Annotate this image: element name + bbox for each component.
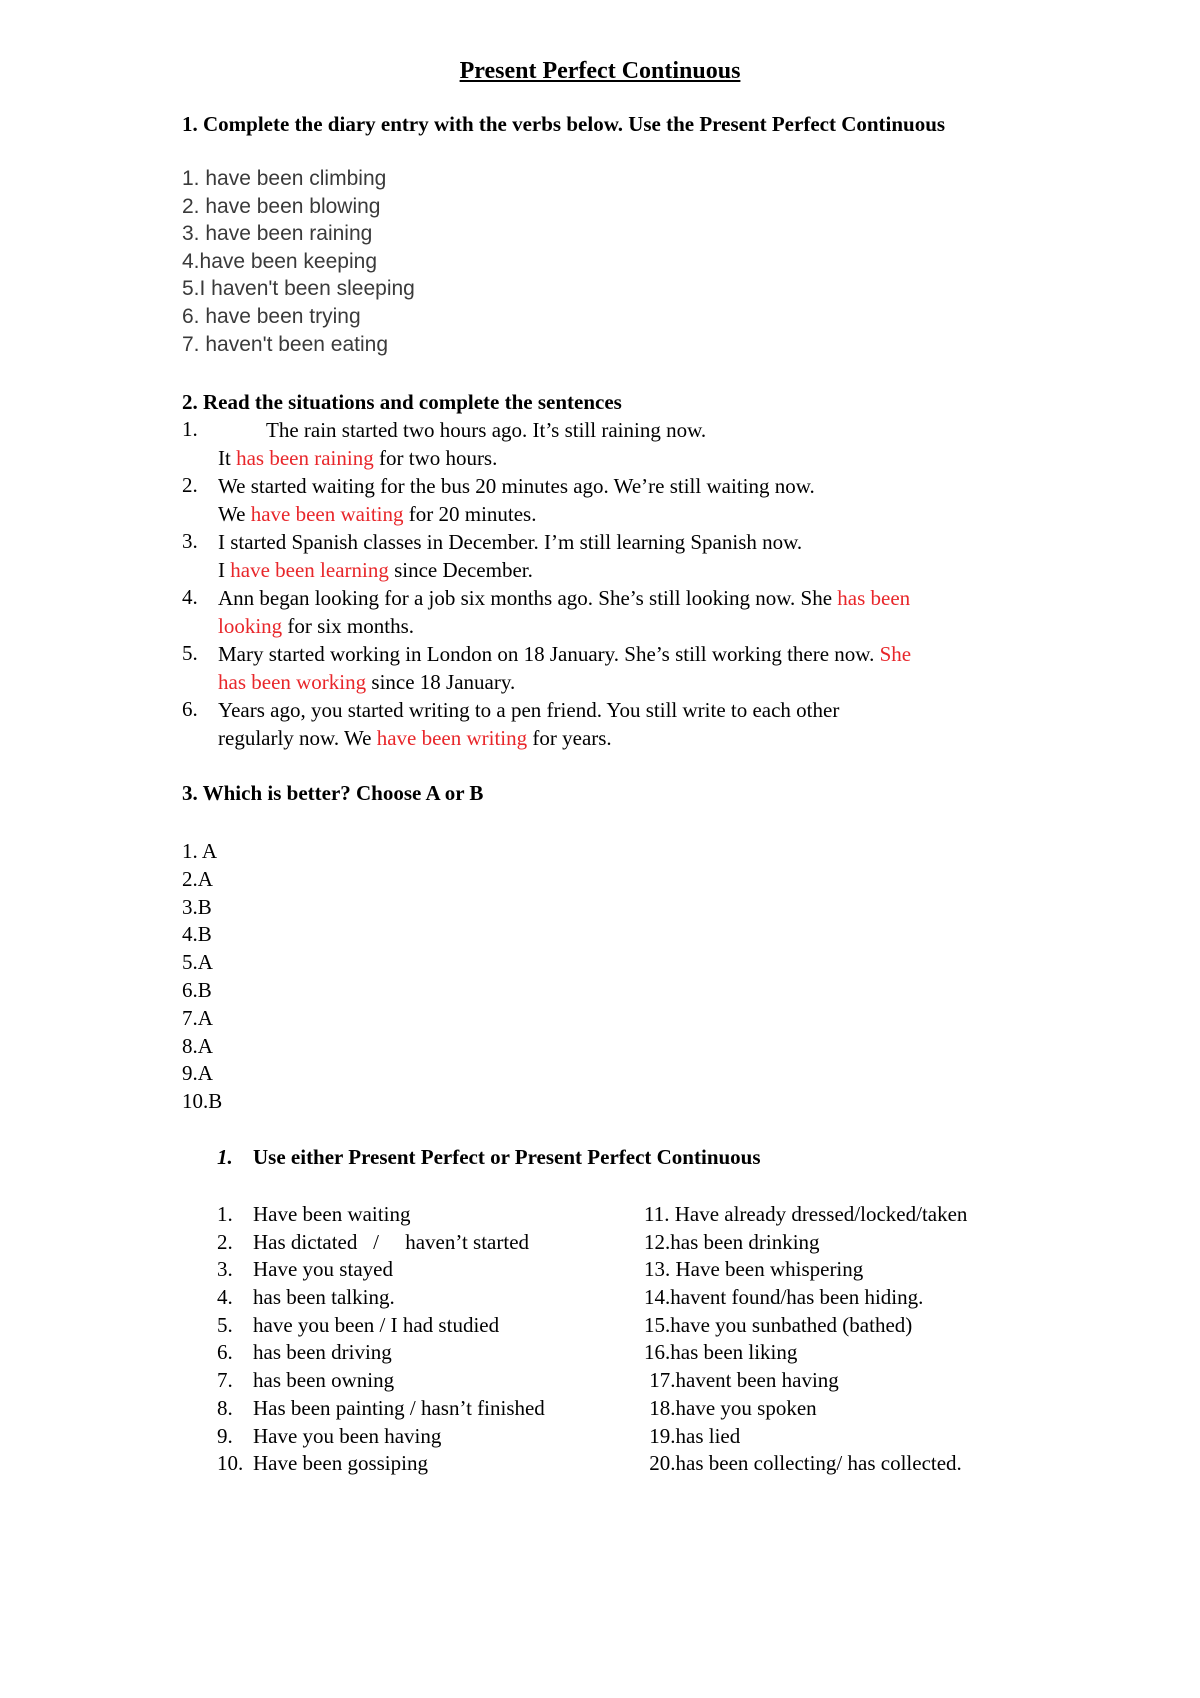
page-title: Present Perfect Continuous — [459, 58, 741, 84]
list-item: 5. have you been / I had studied — [217, 1312, 500, 1337]
section4-heading: 1. Use either Present Perfect or Present Perfect Continuous — [217, 1145, 761, 1169]
list-item: 8. Has been painting / hasn’t finished — [217, 1395, 545, 1420]
situation-text: I started Spanish classes in December. I’m still learning Spanish now. — [218, 530, 803, 554]
answer-text: looking — [218, 614, 283, 638]
section4-right-column — [644, 1201, 967, 1478]
situation-text: We started waiting for the bus 20 minutes ago. We’re still waiting now. — [218, 474, 815, 498]
list-item: 5.A — [182, 950, 213, 975]
answer-line: We have been waiting for 20 minutes. — [218, 502, 537, 526]
list-item: 7. haven't been eating — [182, 332, 389, 356]
list-item: 4. has been talking. — [217, 1285, 395, 1310]
answer-text: She — [879, 642, 912, 666]
section4-left-column — [217, 1201, 545, 1478]
situation-text: The rain started two hours ago. It’s still raining now. — [266, 418, 707, 442]
item-number: 2. — [182, 473, 198, 497]
list-item: 7. has been owning — [217, 1368, 395, 1393]
section3-heading: 3. Which is better? Choose A or B — [182, 781, 484, 805]
item-number: 6. — [182, 697, 198, 721]
list-item: 9.A — [182, 1061, 213, 1086]
list-item: 10.B — [182, 1089, 223, 1114]
list-item: 3. Have you stayed — [217, 1257, 393, 1282]
answer-text: have been writing — [376, 726, 528, 750]
list-item: 10. Have been gossiping — [217, 1451, 428, 1476]
list-item: 2. have been blowing — [182, 194, 381, 218]
answer-text: has been — [837, 586, 911, 610]
answer-line: has been working since 18 January. — [218, 670, 516, 694]
item-number: 5. — [182, 641, 198, 665]
list-item: 1. Have been waiting — [217, 1202, 411, 1226]
list-item: 6. have been trying — [182, 304, 361, 328]
answer-text: have been learning — [230, 558, 389, 582]
list-item: 7.A — [182, 1005, 213, 1030]
item-number: 4. — [182, 585, 198, 609]
list-item: 13. Have been whispering — [644, 1257, 864, 1282]
list-item: 11. Have already dressed/locked/taken — [644, 1202, 968, 1226]
answer-text: has been raining — [236, 446, 374, 470]
list-item: 4.B — [182, 922, 212, 947]
list-item: 4.have been keeping — [182, 249, 377, 273]
situation-text: Mary started working in London on 18 January. She’s still working there now. She — [218, 642, 912, 666]
section3-answer-list — [182, 838, 222, 1116]
list-item: 14.havent found/has been hiding. — [644, 1285, 924, 1310]
section2-heading: 2. Read the situations and complete the sentences — [182, 390, 622, 414]
list-item: 1. A — [182, 839, 218, 863]
list-item: 12.has been drinking — [644, 1229, 820, 1254]
answer-line: It has been raining for two hours. — [218, 446, 498, 470]
situation-text: Ann began looking for a job six months ago. She’s still looking now. She has been — [218, 586, 911, 610]
section4-number: 1. — [217, 1145, 233, 1169]
item-number: 3. — [182, 529, 198, 553]
list-item: 2.A — [182, 866, 213, 891]
list-item: 16.has been liking — [644, 1340, 798, 1365]
section1-answer-list — [182, 165, 415, 358]
answer-line: regularly now. We have been writing for years. — [218, 726, 612, 750]
list-item: 6.B — [182, 977, 212, 1002]
list-item: 15.have you sunbathed (bathed) — [644, 1312, 913, 1337]
list-item: 5.I haven't been sleeping — [182, 277, 415, 301]
answer-line: I have been learning since December. — [218, 558, 533, 582]
list-item: 18.have you spoken — [644, 1395, 817, 1420]
list-item: 6. has been driving — [217, 1340, 392, 1365]
list-item: 20.has been collecting/ has collected. — [644, 1451, 962, 1476]
answer-text: has been working — [218, 670, 367, 694]
list-item: 3. have been raining — [182, 222, 373, 246]
answer-line: looking for six months. — [218, 614, 415, 638]
list-item: 8.A — [182, 1033, 213, 1058]
list-item: 2. Has dictated / haven’t started — [217, 1229, 530, 1254]
list-item: 19.has lied — [644, 1423, 741, 1448]
item-number: 1. — [182, 417, 198, 441]
list-item: 1. have been climbing — [182, 167, 387, 190]
section1-heading: 1. Complete the diary entry with the verbs below. Use the Present Perfect Continuous — [182, 112, 946, 136]
answer-text: have been waiting — [250, 502, 404, 526]
list-item: 9. Have you been having — [217, 1423, 442, 1448]
situation-text: Years ago, you started writing to a pen friend. You still write to each other — [218, 698, 840, 722]
list-item: 17.havent been having — [644, 1368, 839, 1393]
list-item: 3.B — [182, 894, 212, 919]
